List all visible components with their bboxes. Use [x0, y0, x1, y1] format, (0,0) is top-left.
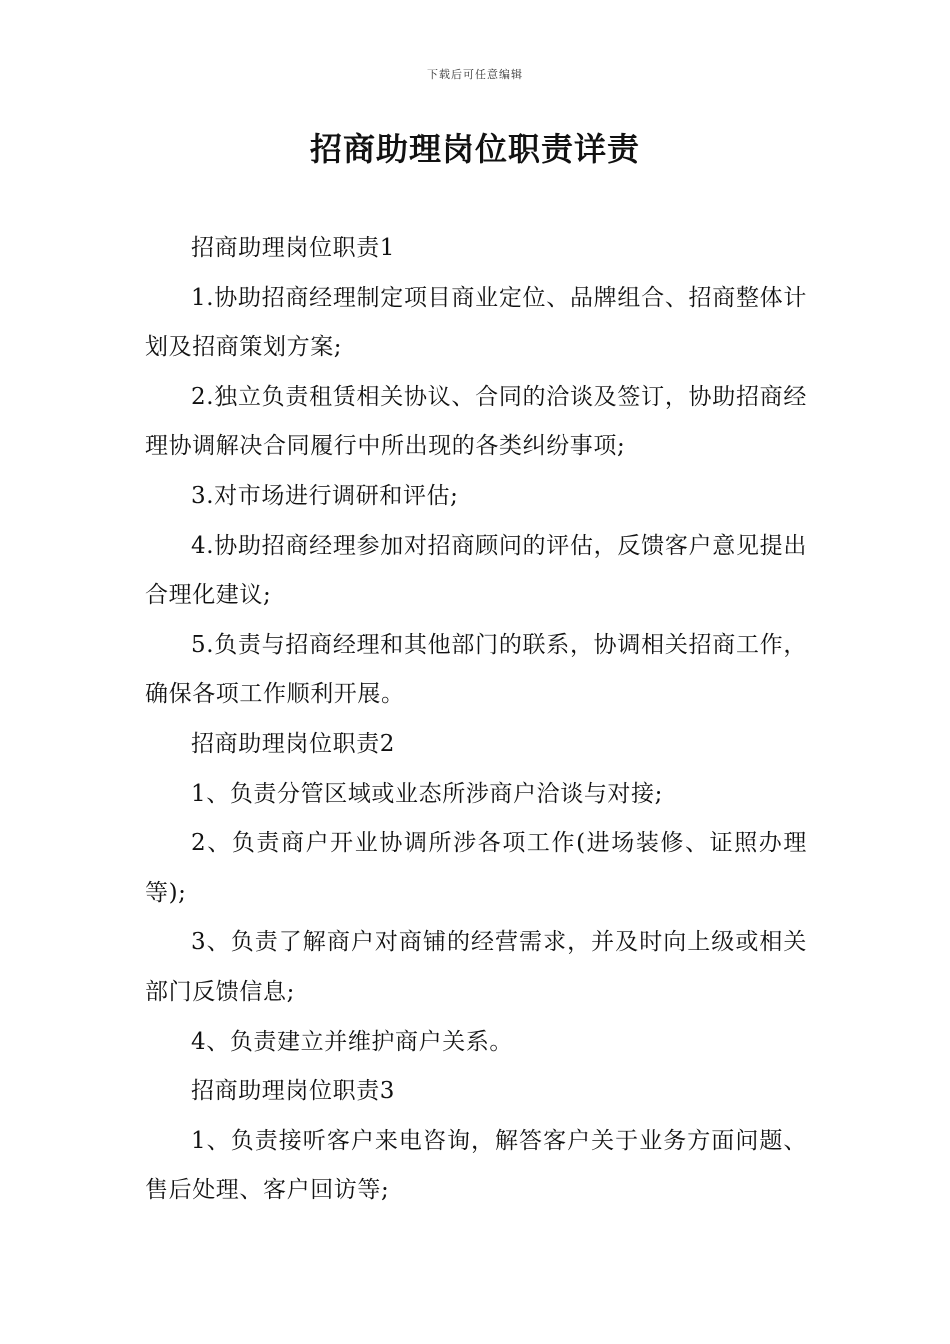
- document-body: [145, 224, 807, 1216]
- paragraph: 4、负责建立并维护商户关系。: [191, 1028, 514, 1055]
- paragraph: 2.独立负责租赁相关协议、合同的洽谈及签订，协助招商经理协调解决合同履行中所出现的各类纠纷事项;: [145, 383, 807, 460]
- paragraph: 3、负责了解商户对商铺的经营需求，并及时向上级或相关部门反馈信息;: [145, 929, 807, 1005]
- section-heading-3: 招商助理岗位职责3: [191, 1078, 396, 1105]
- paragraph: 2、负责商户开业协调所涉各项工作(进场装修、证照办理等);: [145, 830, 807, 906]
- paragraph: 1.协助招商经理制定项目商业定位、品牌组合、招商整体计划及招商策划方案;: [145, 284, 807, 361]
- paragraph: 4.协助招商经理参加对招商顾问的评估，反馈客户意见提出合理化建议;: [145, 532, 807, 609]
- section-heading-2: 招商助理岗位职责2: [191, 730, 396, 757]
- paragraph: 1、负责分管区域或业态所涉商户洽谈与对接;: [191, 780, 663, 807]
- document-title: 招商助理岗位职责详责: [309, 130, 640, 168]
- paragraph: 5.负责与招商经理和其他部门的联系，协调相关招商工作，确保各项工作顺利开展。: [145, 631, 807, 708]
- section-heading-1: 招商助理岗位职责1: [191, 235, 396, 261]
- header-note: 下载后可任意编辑: [427, 68, 523, 81]
- paragraph: 1、负责接听客户来电咨询，解答客户关于业务方面问题、售后处理、客户回访等;: [145, 1127, 807, 1204]
- paragraph: 3.对市场进行调研和评估;: [191, 482, 459, 509]
